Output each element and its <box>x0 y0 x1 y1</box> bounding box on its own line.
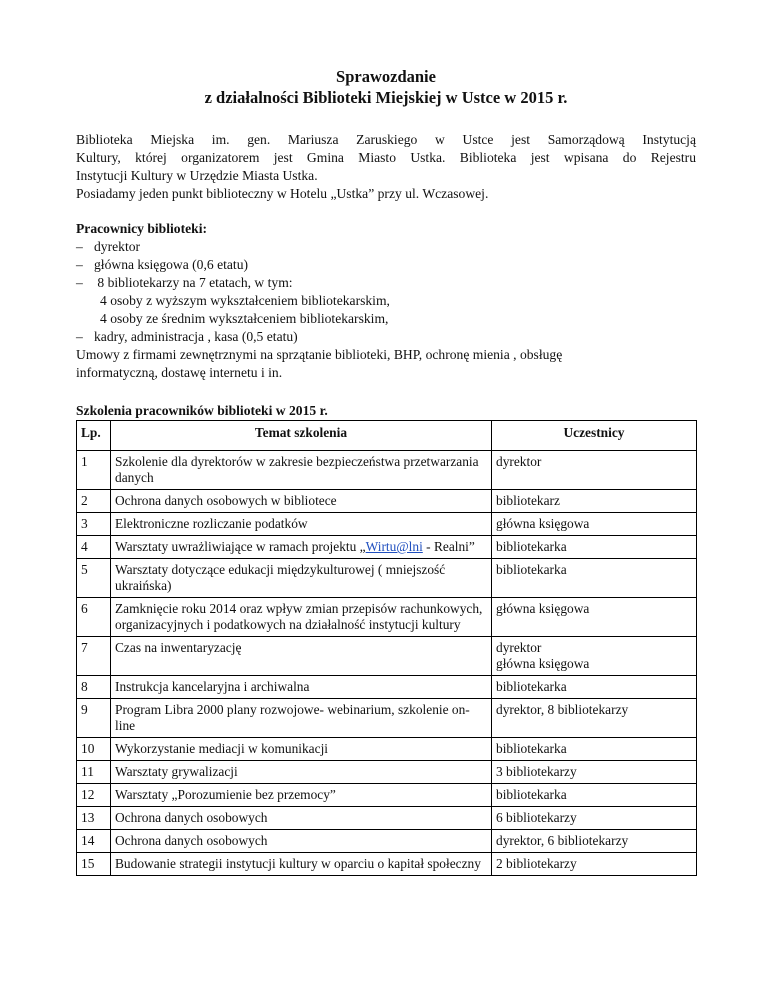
row-number: 3 <box>77 513 111 536</box>
staff-list-item: – główna księgowa (0,6 etatu) <box>76 257 249 272</box>
row-topic: Szkolenie dla dyrektorów w zakresie bezpieczeństwa przetwarzania danych <box>111 451 492 490</box>
row-participants: 3 bibliotekarzy <box>492 761 697 784</box>
row-participants: bibliotekarka <box>492 784 697 807</box>
table-header-row <box>77 421 697 451</box>
row-participants: dyrektor, 6 bibliotekarzy <box>492 830 697 853</box>
row-topic: Zamknięcie roku 2014 oraz wpływ zmian przepisów rachunkowych, organizacyjnych i podatkowych na działalność instytucji kultury <box>111 598 492 637</box>
staff-section <box>76 220 696 382</box>
table-row <box>77 451 697 490</box>
row-topic: Ochrona danych osobowych <box>111 807 492 830</box>
table-row <box>77 853 697 876</box>
row-topic: Czas na inwentaryzację <box>111 637 492 676</box>
trainings-table <box>76 420 697 876</box>
table-row <box>77 513 697 536</box>
row-topic: Warsztaty „Porozumienie bez przemocy” <box>111 784 492 807</box>
row-topic: Instrukcja kancelaryjna i archiwalna <box>111 676 492 699</box>
table-row <box>77 536 697 559</box>
row-participants: bibliotekarka <box>492 676 697 699</box>
table-row <box>77 761 697 784</box>
row-number: 2 <box>77 490 111 513</box>
row-number: 9 <box>77 699 111 738</box>
row-topic: Budowanie strategii instytucji kultury w oparciu o kapitał społeczny <box>111 853 492 876</box>
row-participants: bibliotekarka <box>492 559 697 598</box>
table-row <box>77 807 697 830</box>
table-row <box>77 738 697 761</box>
row-number: 12 <box>77 784 111 807</box>
row-number: 6 <box>77 598 111 637</box>
row-participants: bibliotekarka <box>492 738 697 761</box>
row-number: 1 <box>77 451 111 490</box>
contracts-line: Umowy z firmami zewnętrznymi na sprzątanie biblioteki, BHP, ochronę mienia , obsługę <box>76 347 563 362</box>
table-row <box>77 559 697 598</box>
staff-sub-item: 4 osoby z wyższym wykształceniem bibliotekarskim, <box>100 293 390 308</box>
intro-paragraph <box>76 131 696 203</box>
intro-line: Posiadamy jeden punkt biblioteczny w Hotelu „Ustka” przy ul. Wczasowej. <box>76 186 489 201</box>
row-participants: główna księgowa <box>492 513 697 536</box>
contracts-line: informatyczną, dostawę internetu i in. <box>76 365 283 380</box>
row-topic: Warsztaty grywalizacji <box>111 761 492 784</box>
intro-line: Instytucji Kultury w Urzędzie Miasta Ustka. <box>76 168 318 183</box>
staff-list-item: – kadry, administracja , kasa (0,5 etatu) <box>76 329 298 344</box>
table-row <box>77 490 697 513</box>
row-participants: główna księgowa <box>492 598 697 637</box>
row-number: 13 <box>77 807 111 830</box>
intro-line: Kultury, której organizatorem jest Gmina Miasto Ustka. Biblioteka jest wpisana do Rejestru <box>76 150 696 165</box>
column-header-participants: Uczestnicy <box>492 421 697 451</box>
staff-heading: Pracownicy biblioteki: <box>76 221 208 236</box>
dash-bullet: – <box>76 257 83 272</box>
row-topic: Elektroniczne rozliczanie podatków <box>111 513 492 536</box>
row-number: 7 <box>77 637 111 676</box>
row-participants: bibliotekarz <box>492 490 697 513</box>
table-row <box>77 637 697 676</box>
row-number: 8 <box>77 676 111 699</box>
row-number: 15 <box>77 853 111 876</box>
row-number: 10 <box>77 738 111 761</box>
row-participants: dyrektor, 8 bibliotekarzy <box>492 699 697 738</box>
table-row <box>77 784 697 807</box>
table-row <box>77 699 697 738</box>
table-row <box>77 598 697 637</box>
document-title: Sprawozdanie <box>336 67 436 86</box>
row-topic: Warsztaty dotyczące edukacji międzykulturowej ( mniejszość ukraińska) <box>111 559 492 598</box>
row-topic: Warsztaty uwrażliwiające w ramach projektu „Wirtu@lni - Realni” <box>111 536 492 559</box>
staff-sub-item: 4 osoby ze średnim wykształceniem bibliotekarskim, <box>100 311 389 326</box>
row-topic: Wykorzystanie mediacji w komunikacji <box>111 738 492 761</box>
row-number: 5 <box>77 559 111 598</box>
row-topic: Ochrona danych osobowych w bibliotece <box>111 490 492 513</box>
dash-bullet: – <box>76 239 83 254</box>
row-number: 4 <box>77 536 111 559</box>
row-participants: 6 bibliotekarzy <box>492 807 697 830</box>
row-participants: dyrektor główna księgowa <box>492 637 697 676</box>
row-participants: bibliotekarka <box>492 536 697 559</box>
table-row <box>77 676 697 699</box>
row-topic: Ochrona danych osobowych <box>111 830 492 853</box>
row-number: 14 <box>77 830 111 853</box>
dash-bullet: – <box>76 275 83 290</box>
project-link[interactable]: Wirtu@lni <box>365 539 423 554</box>
column-header-topic: Temat szkolenia <box>111 421 492 451</box>
staff-list-item: – 8 bibliotekarzy na 7 etatach, w tym: <box>76 275 293 290</box>
row-participants: dyrektor <box>492 451 697 490</box>
intro-line: Biblioteka Miejska im. gen. Mariusza Zaruskiego w Ustce jest Samorządową Instytucją <box>76 132 696 147</box>
dash-bullet: – <box>76 329 83 344</box>
row-participants: 2 bibliotekarzy <box>492 853 697 876</box>
document-page <box>76 66 696 420</box>
trainings-heading: Szkolenia pracowników biblioteki w 2015 r. <box>76 403 328 418</box>
staff-list-item: – dyrektor <box>76 239 141 254</box>
column-header-lp: Lp. <box>77 421 111 451</box>
trainings-section <box>76 402 696 420</box>
table-row <box>77 830 697 853</box>
row-number: 11 <box>77 761 111 784</box>
document-subtitle: z działalności Biblioteki Miejskiej w Ustce w 2015 r. <box>204 88 568 107</box>
row-topic: Program Libra 2000 plany rozwojowe- webinarium, szkolenie on-line <box>111 699 492 738</box>
